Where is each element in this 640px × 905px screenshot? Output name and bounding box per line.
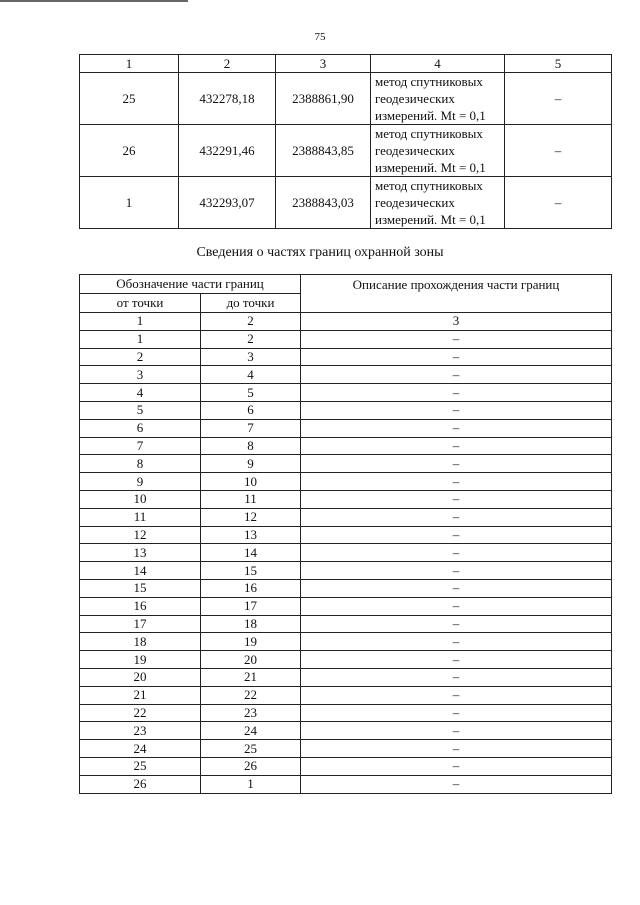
table-row — [80, 490, 612, 508]
header-cell: 1 — [80, 55, 179, 73]
method-line: измерений. Mt = 0,1 — [375, 160, 486, 175]
from-point: 2 — [80, 348, 201, 366]
table-row — [80, 704, 612, 722]
coordinate-x: 432293,07 — [179, 177, 276, 229]
from-point: 18 — [80, 633, 201, 651]
top-rule — [0, 0, 188, 2]
method-line: геодезических — [375, 91, 455, 106]
table-row — [80, 562, 612, 580]
from-point-header: от точки — [80, 294, 201, 313]
table-row — [80, 384, 612, 402]
group-header: Обозначение части границ — [80, 275, 301, 294]
description: – — [301, 562, 612, 580]
table-row — [80, 668, 612, 686]
description: – — [301, 384, 612, 402]
to-point: 13 — [201, 526, 301, 544]
from-point: 19 — [80, 651, 201, 669]
description: – — [301, 633, 612, 651]
to-point: 26 — [201, 757, 301, 775]
column-number: 2 — [201, 313, 301, 331]
table-row — [80, 366, 612, 384]
table-row — [80, 633, 612, 651]
from-point: 23 — [80, 722, 201, 740]
table-row — [80, 740, 612, 758]
to-point: 14 — [201, 544, 301, 562]
method-cell — [371, 125, 505, 177]
coordinate-y: 2388843,03 — [276, 177, 371, 229]
column-number-row — [80, 313, 612, 331]
from-point: 9 — [80, 473, 201, 491]
to-point: 25 — [201, 740, 301, 758]
description: – — [301, 740, 612, 758]
column-number: 1 — [80, 313, 201, 331]
to-point: 9 — [201, 455, 301, 473]
to-point: 10 — [201, 473, 301, 491]
table-row — [80, 73, 612, 125]
to-point: 3 — [201, 348, 301, 366]
to-point: 23 — [201, 704, 301, 722]
coordinate-y: 2388843,85 — [276, 125, 371, 177]
method-line: измерений. Mt = 0,1 — [375, 212, 486, 227]
point-number: 25 — [80, 73, 179, 125]
method-line: геодезических — [375, 195, 455, 210]
method-cell — [371, 73, 505, 125]
from-point: 14 — [80, 562, 201, 580]
from-point: 22 — [80, 704, 201, 722]
method-line: измерений. Mt = 0,1 — [375, 108, 486, 123]
header-cell: 3 — [276, 55, 371, 73]
table-row — [80, 473, 612, 491]
table-row — [80, 508, 612, 526]
table-row — [80, 526, 612, 544]
from-point: 1 — [80, 330, 201, 348]
table-row — [80, 330, 612, 348]
description: – — [301, 651, 612, 669]
from-point: 20 — [80, 668, 201, 686]
description: – — [301, 419, 612, 437]
to-point: 4 — [201, 366, 301, 384]
parts-header-row — [80, 275, 612, 294]
table-row — [80, 597, 612, 615]
method-line: метод спутниковых — [375, 74, 483, 89]
description: – — [301, 490, 612, 508]
table-row — [80, 348, 612, 366]
to-point: 22 — [201, 686, 301, 704]
header-cell: 5 — [505, 55, 612, 73]
to-point: 5 — [201, 384, 301, 402]
description-header: Описание прохождения части границ — [301, 275, 612, 313]
section-title: Сведения о частях границ охранной зоны — [196, 245, 444, 260]
description: – — [301, 455, 612, 473]
from-point: 5 — [80, 401, 201, 419]
table-row — [80, 125, 612, 177]
method-line: метод спутниковых — [375, 178, 483, 193]
to-point: 17 — [201, 597, 301, 615]
description: – — [301, 704, 612, 722]
from-point: 4 — [80, 384, 201, 402]
method-line: геодезических — [375, 143, 455, 158]
to-point: 24 — [201, 722, 301, 740]
description: – — [301, 401, 612, 419]
to-point: 18 — [201, 615, 301, 633]
to-point: 16 — [201, 579, 301, 597]
to-point: 7 — [201, 419, 301, 437]
description: – — [301, 722, 612, 740]
from-point: 3 — [80, 366, 201, 384]
to-point: 15 — [201, 562, 301, 580]
to-point: 6 — [201, 401, 301, 419]
coordinates-table — [79, 54, 612, 229]
from-point: 8 — [80, 455, 201, 473]
from-point: 16 — [80, 597, 201, 615]
description: – — [301, 597, 612, 615]
from-point: 11 — [80, 508, 201, 526]
table-row — [80, 686, 612, 704]
to-point: 2 — [201, 330, 301, 348]
description: – — [301, 348, 612, 366]
header-cell: 4 — [371, 55, 505, 73]
description: – — [301, 775, 612, 793]
from-point: 24 — [80, 740, 201, 758]
header-cell: 2 — [179, 55, 276, 73]
description: – — [301, 757, 612, 775]
table-row — [80, 419, 612, 437]
column-number: 3 — [301, 313, 612, 331]
description: – — [301, 366, 612, 384]
from-point: 25 — [80, 757, 201, 775]
table-row — [80, 615, 612, 633]
from-point: 26 — [80, 775, 201, 793]
description: – — [301, 473, 612, 491]
to-point: 21 — [201, 668, 301, 686]
page-number: 75 — [314, 31, 326, 43]
note-cell: – — [505, 73, 612, 125]
table-row — [80, 722, 612, 740]
table-row — [80, 544, 612, 562]
table-row — [80, 455, 612, 473]
coordinates-header-row — [80, 55, 612, 73]
coordinate-x: 432291,46 — [179, 125, 276, 177]
table-row — [80, 401, 612, 419]
note-cell: – — [505, 177, 612, 229]
from-point: 21 — [80, 686, 201, 704]
boundary-parts-table — [79, 274, 612, 794]
description: – — [301, 437, 612, 455]
from-point: 10 — [80, 490, 201, 508]
from-point: 7 — [80, 437, 201, 455]
to-point: 11 — [201, 490, 301, 508]
to-point: 19 — [201, 633, 301, 651]
description: – — [301, 668, 612, 686]
to-point: 1 — [201, 775, 301, 793]
from-point: 17 — [80, 615, 201, 633]
coordinate-x: 432278,18 — [179, 73, 276, 125]
description: – — [301, 526, 612, 544]
point-number: 26 — [80, 125, 179, 177]
method-line: метод спутниковых — [375, 126, 483, 141]
note-cell: – — [505, 125, 612, 177]
table-row — [80, 579, 612, 597]
from-point: 15 — [80, 579, 201, 597]
table-row — [80, 177, 612, 229]
table-row — [80, 437, 612, 455]
description: – — [301, 686, 612, 704]
to-point: 12 — [201, 508, 301, 526]
from-point: 13 — [80, 544, 201, 562]
description: – — [301, 544, 612, 562]
description: – — [301, 615, 612, 633]
from-point: 6 — [80, 419, 201, 437]
description: – — [301, 330, 612, 348]
description: – — [301, 579, 612, 597]
point-number: 1 — [80, 177, 179, 229]
to-point: 20 — [201, 651, 301, 669]
method-cell — [371, 177, 505, 229]
from-point: 12 — [80, 526, 201, 544]
table-row — [80, 757, 612, 775]
to-point: 8 — [201, 437, 301, 455]
coordinate-y: 2388861,90 — [276, 73, 371, 125]
table-row — [80, 775, 612, 793]
description: – — [301, 508, 612, 526]
to-point-header: до точки — [201, 294, 301, 313]
table-row — [80, 651, 612, 669]
